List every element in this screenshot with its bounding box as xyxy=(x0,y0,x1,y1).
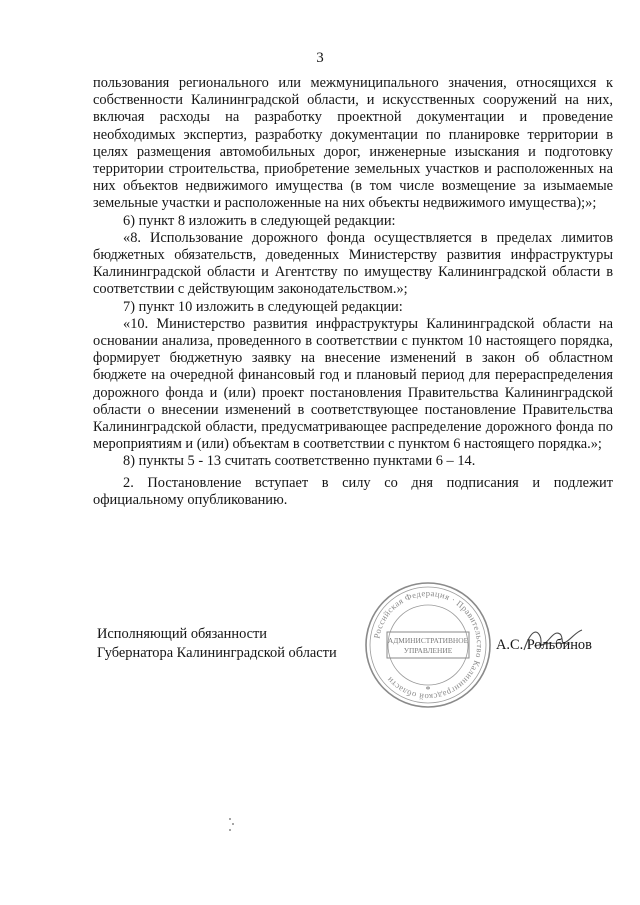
signatory-position xyxy=(97,625,337,662)
paragraph-clause-10: «10. Министерство развития инфраструктуры Калининградской области на основании анализа, проведенного в соответствии с пунктом 10 настоящего порядка, формирует бюджетную заявку на внесение изменений в закон об областном бюджете на очередной финансовый год и плановый период для перераспределения дорожного фонда и (или) проект постановления Правительства Калининградской области о внесении изменений в соответствующее постановление Правительства Калининградской области, предусматривающее распределение дорожного фонда по мероприятиям и (или) объектам в соответствии с пунктом 6 настоящего порядка.»; xyxy=(93,315,613,453)
official-seal xyxy=(363,580,493,710)
signatory-position-line2: Губернатора Калининградской области xyxy=(97,644,337,661)
paragraph-item-8: 8) пункты 5 - 13 считать соответственно пунктами 6 – 14. xyxy=(123,453,476,470)
document-body xyxy=(93,75,613,509)
seal-center-line1: АДМИНИСТРАТИВНОЕ xyxy=(387,636,469,645)
seal-center-line2: УПРАВЛЕНИЕ xyxy=(403,646,453,655)
scan-speck xyxy=(229,818,231,820)
signatory-position-line1: Исполняющий обязанности xyxy=(97,626,268,642)
paragraph-item-7: 7) пункт 10 изложить в следующей редакции: xyxy=(123,298,403,315)
scan-speck xyxy=(232,823,234,825)
seal-star-icon: * xyxy=(425,685,431,696)
seal-ring-text: Российская Федерация · Правительство Калининградской области xyxy=(371,587,486,703)
paragraph-continuation: пользования регионального или межмуниципального значения, относящихся к собственности Калининградской области, и искусственных сооружений на них, включая расходы на разработку проектной документации и проведение необходимых экспертиз, разработку документации по планировке территории в целях размещения автомобильных дорог, инженерные изыскания и подготовку территории строительства, приобретение земельных участков и расположенных на них объектов недвижимого имущества (в том числе возмещение за изымаемые земельные участки и расположенные на них объекты недвижимого имущества);»; xyxy=(93,75,613,212)
paragraph-item-6: 6) пункт 8 изложить в следующей редакции: xyxy=(123,212,396,229)
page-number: 3 xyxy=(316,50,324,66)
paragraph-clause-8: «8. Использование дорожного фонда осуществляется в пределах лимитов бюджетных обязательств, доведенных Министерству развития инфраструктуры Калининградской области и Агентству по имуществу Калининградской области в соответствии с действующим законодательством.»; xyxy=(93,229,613,298)
paragraph-effective-date: 2. Постановление вступает в силу со дня подписания и подлежит официальному опубликованию. xyxy=(93,474,613,508)
scan-speck xyxy=(229,829,231,831)
signatory-name: А.С. Рольбинов xyxy=(496,637,592,653)
